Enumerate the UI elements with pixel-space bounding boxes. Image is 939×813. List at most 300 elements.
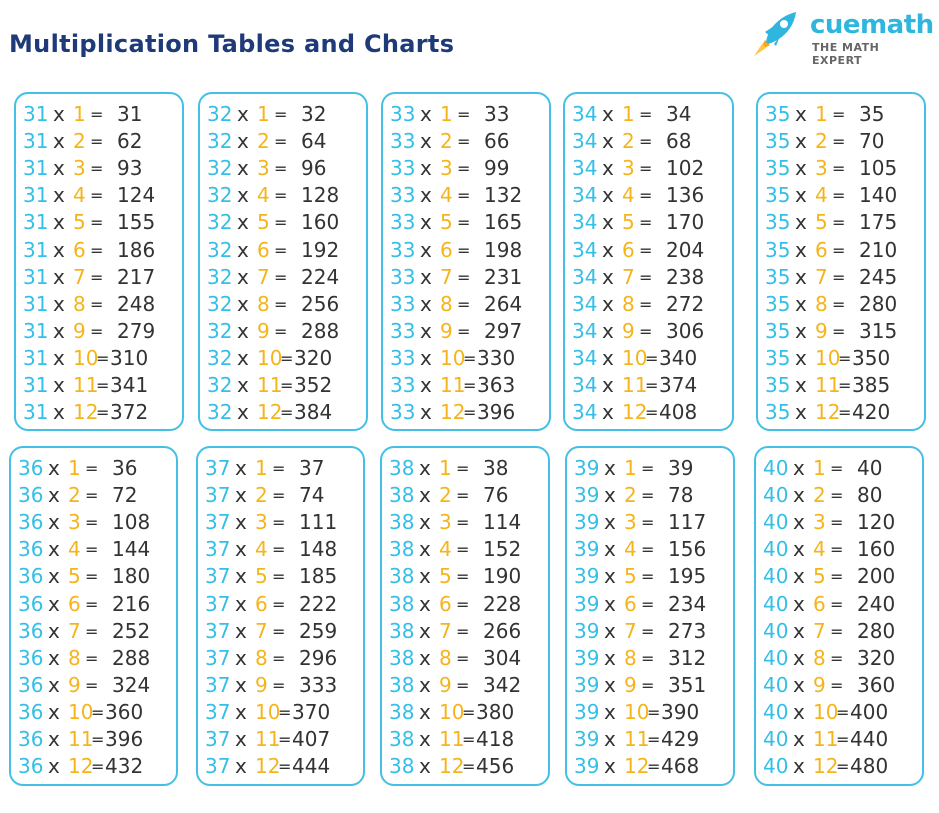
table-row (567, 591, 733, 618)
equals-sign: = (456, 675, 470, 695)
multiplier: 10 (68, 699, 94, 724)
result-value: 32 (301, 102, 327, 126)
equals-sign: = (456, 540, 470, 560)
times-sign: x (53, 345, 65, 370)
base-number: 35 (765, 373, 791, 397)
base-number: 34 (572, 237, 598, 262)
result-value: 70 (859, 129, 885, 154)
multiplier: 7 (439, 618, 452, 643)
multiplier: 6 (73, 237, 86, 262)
multiplier: 12 (624, 754, 650, 779)
times-sign: x (53, 318, 65, 343)
base-number: 35 (765, 129, 791, 154)
result-value: 155 (117, 210, 156, 235)
table-row (567, 618, 733, 645)
base-number: 34 (572, 129, 598, 154)
multiplier: 10 (439, 699, 465, 724)
multiplier: 11 (622, 373, 648, 397)
table-row (756, 509, 922, 536)
base-number: 34 (572, 102, 598, 126)
multiplier: 6 (257, 237, 270, 262)
result-value: 144 (112, 537, 151, 562)
equals-sign: = (274, 321, 288, 341)
table-row (200, 128, 366, 155)
base-number: 33 (390, 102, 416, 126)
result-value: 160 (857, 537, 896, 562)
result-value: 320 (294, 345, 333, 370)
base-number: 35 (765, 210, 791, 235)
result-value: 102 (666, 156, 705, 181)
base-number: 31 (23, 237, 49, 262)
multiplier: 4 (813, 537, 826, 562)
equals-sign: = (647, 702, 661, 722)
multiplier: 8 (255, 645, 268, 670)
times-sign: x (53, 264, 65, 289)
base-number: 38 (389, 591, 415, 616)
table-row (11, 726, 176, 753)
times-sign: x (48, 591, 60, 616)
multiplier: 1 (68, 456, 81, 480)
base-number: 33 (390, 291, 416, 316)
result-value: 117 (668, 510, 707, 535)
multiplier: 6 (440, 237, 453, 262)
times-sign: x (793, 564, 805, 589)
equals-sign: = (85, 621, 99, 641)
table-row (758, 291, 924, 318)
base-number: 32 (207, 318, 233, 343)
table-row (200, 291, 366, 318)
result-value: 160 (301, 210, 340, 235)
base-number: 38 (389, 727, 415, 751)
table-row (200, 155, 366, 182)
times-sign: x (602, 345, 614, 370)
equals-sign: = (274, 267, 288, 287)
result-value: 315 (859, 318, 898, 343)
equals-sign: = (639, 186, 653, 206)
result-value: 39 (668, 456, 694, 480)
equals-sign: = (274, 105, 288, 124)
equals-sign: = (832, 105, 846, 124)
multiplier: 1 (73, 102, 86, 126)
equals-sign: = (90, 267, 104, 287)
table-row (567, 726, 733, 753)
table-row (382, 455, 548, 482)
multiplier: 8 (257, 291, 270, 316)
base-number: 34 (572, 318, 598, 343)
times-sign: x (237, 237, 249, 262)
table-row (11, 455, 176, 482)
equals-sign: = (641, 594, 655, 614)
result-value: 396 (105, 727, 144, 751)
multiplier: 2 (813, 483, 826, 508)
times-sign: x (419, 754, 431, 779)
times-sign: x (235, 645, 247, 670)
base-number: 35 (765, 183, 791, 208)
multiplier: 2 (815, 129, 828, 154)
times-sign: x (235, 699, 247, 724)
result-value: 342 (483, 672, 522, 697)
base-number: 31 (23, 264, 49, 289)
page-title: Multiplication Tables and Charts (9, 30, 455, 58)
base-number: 36 (18, 645, 44, 670)
result-value: 360 (105, 699, 144, 724)
base-number: 33 (390, 210, 416, 235)
multiplier: 3 (815, 156, 828, 181)
equals-sign: = (278, 757, 292, 777)
equals-sign: = (274, 213, 288, 233)
base-number: 33 (390, 129, 416, 154)
equals-sign: = (456, 648, 470, 668)
result-value: 200 (857, 564, 896, 589)
result-value: 320 (857, 645, 896, 670)
times-sign: x (602, 264, 614, 289)
base-number: 36 (18, 456, 44, 480)
base-number: 35 (765, 345, 791, 370)
table-row (758, 182, 924, 209)
result-value: 352 (294, 373, 333, 397)
result-value: 330 (477, 345, 516, 370)
equals-sign: = (830, 459, 844, 478)
multiplier: 1 (440, 102, 453, 126)
times-sign: x (419, 537, 431, 562)
table-row (382, 482, 548, 509)
equals-sign: = (457, 186, 471, 206)
multiplier: 1 (815, 102, 828, 126)
times-sign: x (602, 318, 614, 343)
result-value: 273 (668, 618, 707, 643)
multiplier: 5 (624, 564, 637, 589)
base-number: 36 (18, 754, 44, 779)
times-sign: x (795, 102, 807, 126)
base-number: 34 (572, 373, 598, 397)
multiplier: 9 (624, 672, 637, 697)
table-row (565, 209, 732, 236)
multiplier: 4 (815, 183, 828, 208)
base-number: 34 (572, 210, 598, 235)
result-value: 204 (666, 237, 705, 262)
result-value: 216 (112, 591, 151, 616)
table-row (756, 645, 922, 672)
times-sign: x (235, 727, 247, 751)
equals-sign: = (456, 567, 470, 587)
equals-sign: = (832, 159, 846, 179)
base-number: 32 (207, 400, 233, 425)
result-value: 76 (483, 483, 509, 508)
multiplier: 10 (624, 699, 650, 724)
base-number: 40 (763, 456, 789, 480)
result-value: 228 (483, 591, 522, 616)
table-row (383, 182, 549, 209)
multiplier: 4 (255, 537, 268, 562)
result-value: 105 (859, 156, 898, 181)
times-sign: x (795, 264, 807, 289)
multiplier: 9 (255, 672, 268, 697)
multiplier: 10 (73, 345, 99, 370)
equals-sign: = (457, 213, 471, 233)
times-sign: x (419, 564, 431, 589)
equals-sign: = (639, 267, 653, 287)
table-row (16, 318, 182, 345)
table-36-box (9, 446, 178, 786)
multiplier: 5 (257, 210, 270, 235)
multiplier: 8 (439, 645, 452, 670)
equals-sign: = (457, 240, 471, 260)
result-value: 33 (484, 102, 510, 126)
base-number: 31 (23, 345, 49, 370)
times-sign: x (793, 754, 805, 779)
table-row (198, 509, 363, 536)
table-row (200, 237, 366, 264)
base-number: 34 (572, 183, 598, 208)
table-row (200, 264, 366, 291)
table-row (16, 128, 182, 155)
equals-sign: = (278, 702, 292, 722)
times-sign: x (795, 237, 807, 262)
table-row (11, 563, 176, 590)
equals-sign: = (85, 513, 99, 533)
brand-name: cuemath (810, 10, 934, 40)
equals-sign: = (830, 675, 844, 695)
multiplier: 6 (813, 591, 826, 616)
times-sign: x (793, 537, 805, 562)
base-number: 38 (389, 672, 415, 697)
times-sign: x (602, 291, 614, 316)
equals-sign: = (647, 757, 661, 777)
multiplier: 10 (255, 699, 281, 724)
result-value: 165 (484, 210, 523, 235)
base-number: 36 (18, 727, 44, 751)
times-sign: x (48, 645, 60, 670)
result-value: 136 (666, 183, 705, 208)
multiplier: 11 (257, 373, 283, 397)
multiplier: 12 (439, 754, 465, 779)
equals-sign: = (836, 757, 850, 777)
table-35-box (756, 92, 926, 431)
result-value: 175 (859, 210, 898, 235)
times-sign: x (237, 183, 249, 208)
equals-sign: = (280, 403, 294, 423)
result-value: 324 (112, 672, 151, 697)
multiplier: 1 (439, 456, 452, 480)
times-sign: x (53, 291, 65, 316)
multiplier: 3 (255, 510, 268, 535)
result-value: 74 (299, 483, 325, 508)
base-number: 37 (205, 510, 231, 535)
base-number: 36 (18, 510, 44, 535)
result-value: 78 (668, 483, 694, 508)
multiplier: 6 (624, 591, 637, 616)
result-value: 36 (112, 456, 138, 480)
result-value: 297 (484, 318, 523, 343)
base-number: 32 (207, 291, 233, 316)
base-number: 36 (18, 564, 44, 589)
equals-sign: = (832, 186, 846, 206)
base-number: 38 (389, 564, 415, 589)
multiplier: 6 (815, 237, 828, 262)
brand-tagline: THE MATH EXPERT (812, 41, 880, 67)
base-number: 33 (390, 237, 416, 262)
result-value: 62 (117, 129, 143, 154)
result-value: 340 (659, 345, 698, 370)
equals-sign: = (463, 376, 477, 395)
equals-sign: = (90, 213, 104, 233)
times-sign: x (604, 699, 616, 724)
equals-sign: = (91, 702, 105, 722)
base-number: 33 (390, 183, 416, 208)
base-number: 36 (18, 618, 44, 643)
result-value: 407 (292, 727, 331, 751)
equals-sign: = (272, 540, 286, 560)
equals-sign: = (832, 132, 846, 152)
base-number: 36 (18, 591, 44, 616)
multiplier: 5 (439, 564, 452, 589)
result-value: 374 (659, 373, 698, 397)
result-value: 66 (484, 129, 510, 154)
times-sign: x (53, 102, 65, 126)
multiplier: 8 (624, 645, 637, 670)
table-row (198, 753, 363, 780)
times-sign: x (604, 510, 616, 535)
multiplier: 11 (73, 373, 99, 397)
result-value: 306 (666, 318, 705, 343)
times-sign: x (235, 672, 247, 697)
table-row (758, 372, 924, 399)
base-number: 32 (207, 129, 233, 154)
base-number: 31 (23, 129, 49, 154)
times-sign: x (235, 591, 247, 616)
base-number: 32 (207, 345, 233, 370)
equals-sign: = (647, 730, 661, 749)
table-row (198, 672, 363, 699)
multiplier: 9 (813, 672, 826, 697)
base-number: 35 (765, 264, 791, 289)
equals-sign: = (280, 376, 294, 395)
times-sign: x (602, 373, 614, 397)
times-sign: x (237, 102, 249, 126)
multiplier: 8 (815, 291, 828, 316)
multiplier: 2 (257, 129, 270, 154)
equals-sign: = (457, 294, 471, 314)
result-value: 312 (668, 645, 707, 670)
multiplier: 12 (813, 754, 839, 779)
times-sign: x (237, 291, 249, 316)
base-number: 40 (763, 483, 789, 508)
table-row (567, 645, 733, 672)
multiplier: 11 (255, 727, 281, 751)
times-sign: x (604, 618, 616, 643)
table-row (383, 128, 549, 155)
result-value: 390 (661, 699, 700, 724)
result-value: 408 (659, 400, 698, 425)
multiplier: 12 (815, 400, 841, 425)
result-value: 444 (292, 754, 331, 779)
result-value: 288 (301, 318, 340, 343)
table-row (16, 345, 182, 372)
table-row (382, 753, 548, 780)
times-sign: x (237, 156, 249, 181)
base-number: 32 (207, 373, 233, 397)
base-number: 39 (574, 537, 600, 562)
base-number: 40 (763, 672, 789, 697)
table-row (16, 101, 182, 128)
table-row (565, 399, 732, 426)
multiplier: 2 (622, 129, 635, 154)
base-number: 32 (207, 102, 233, 126)
multiplier: 12 (622, 400, 648, 425)
table-row (758, 209, 924, 236)
equals-sign: = (645, 348, 659, 368)
result-value: 170 (666, 210, 705, 235)
result-value: 420 (852, 400, 891, 425)
table-row (16, 291, 182, 318)
table-row (198, 591, 363, 618)
result-value: 280 (857, 618, 896, 643)
base-number: 33 (390, 156, 416, 181)
multiplier: 1 (624, 456, 637, 480)
base-number: 40 (763, 591, 789, 616)
table-row (567, 536, 733, 563)
multiplier: 5 (73, 210, 86, 235)
table-row (200, 399, 366, 426)
table-37-box (196, 446, 365, 786)
equals-sign: = (462, 730, 476, 749)
equals-sign: = (838, 376, 852, 395)
table-row (383, 155, 549, 182)
base-number: 31 (23, 210, 49, 235)
equals-sign: = (463, 348, 477, 368)
multiplier: 2 (68, 483, 81, 508)
multiplier: 7 (815, 264, 828, 289)
base-number: 34 (572, 400, 598, 425)
base-number: 31 (23, 156, 49, 181)
table-row (758, 318, 924, 345)
equals-sign: = (639, 105, 653, 124)
times-sign: x (795, 129, 807, 154)
result-value: 380 (476, 699, 515, 724)
result-value: 35 (859, 102, 885, 126)
base-number: 36 (18, 483, 44, 508)
equals-sign: = (641, 621, 655, 641)
base-number: 32 (207, 210, 233, 235)
result-value: 120 (857, 510, 896, 535)
table-row (756, 618, 922, 645)
table-row (567, 455, 733, 482)
base-number: 39 (574, 699, 600, 724)
base-number: 35 (765, 237, 791, 262)
times-sign: x (237, 400, 249, 425)
times-sign: x (793, 618, 805, 643)
result-value: 224 (301, 264, 340, 289)
result-value: 480 (850, 754, 889, 779)
multiplier: 8 (68, 645, 81, 670)
times-sign: x (237, 129, 249, 154)
result-value: 64 (301, 129, 327, 154)
table-row (758, 264, 924, 291)
rocket-icon (748, 6, 804, 62)
times-sign: x (602, 129, 614, 154)
equals-sign: = (85, 540, 99, 560)
table-row (16, 399, 182, 426)
equals-sign: = (85, 675, 99, 695)
equals-sign: = (641, 513, 655, 533)
result-value: 256 (301, 291, 340, 316)
table-row (383, 209, 549, 236)
table-row (198, 645, 363, 672)
table-row (200, 182, 366, 209)
result-value: 333 (299, 672, 338, 697)
base-number: 39 (574, 618, 600, 643)
times-sign: x (420, 373, 432, 397)
